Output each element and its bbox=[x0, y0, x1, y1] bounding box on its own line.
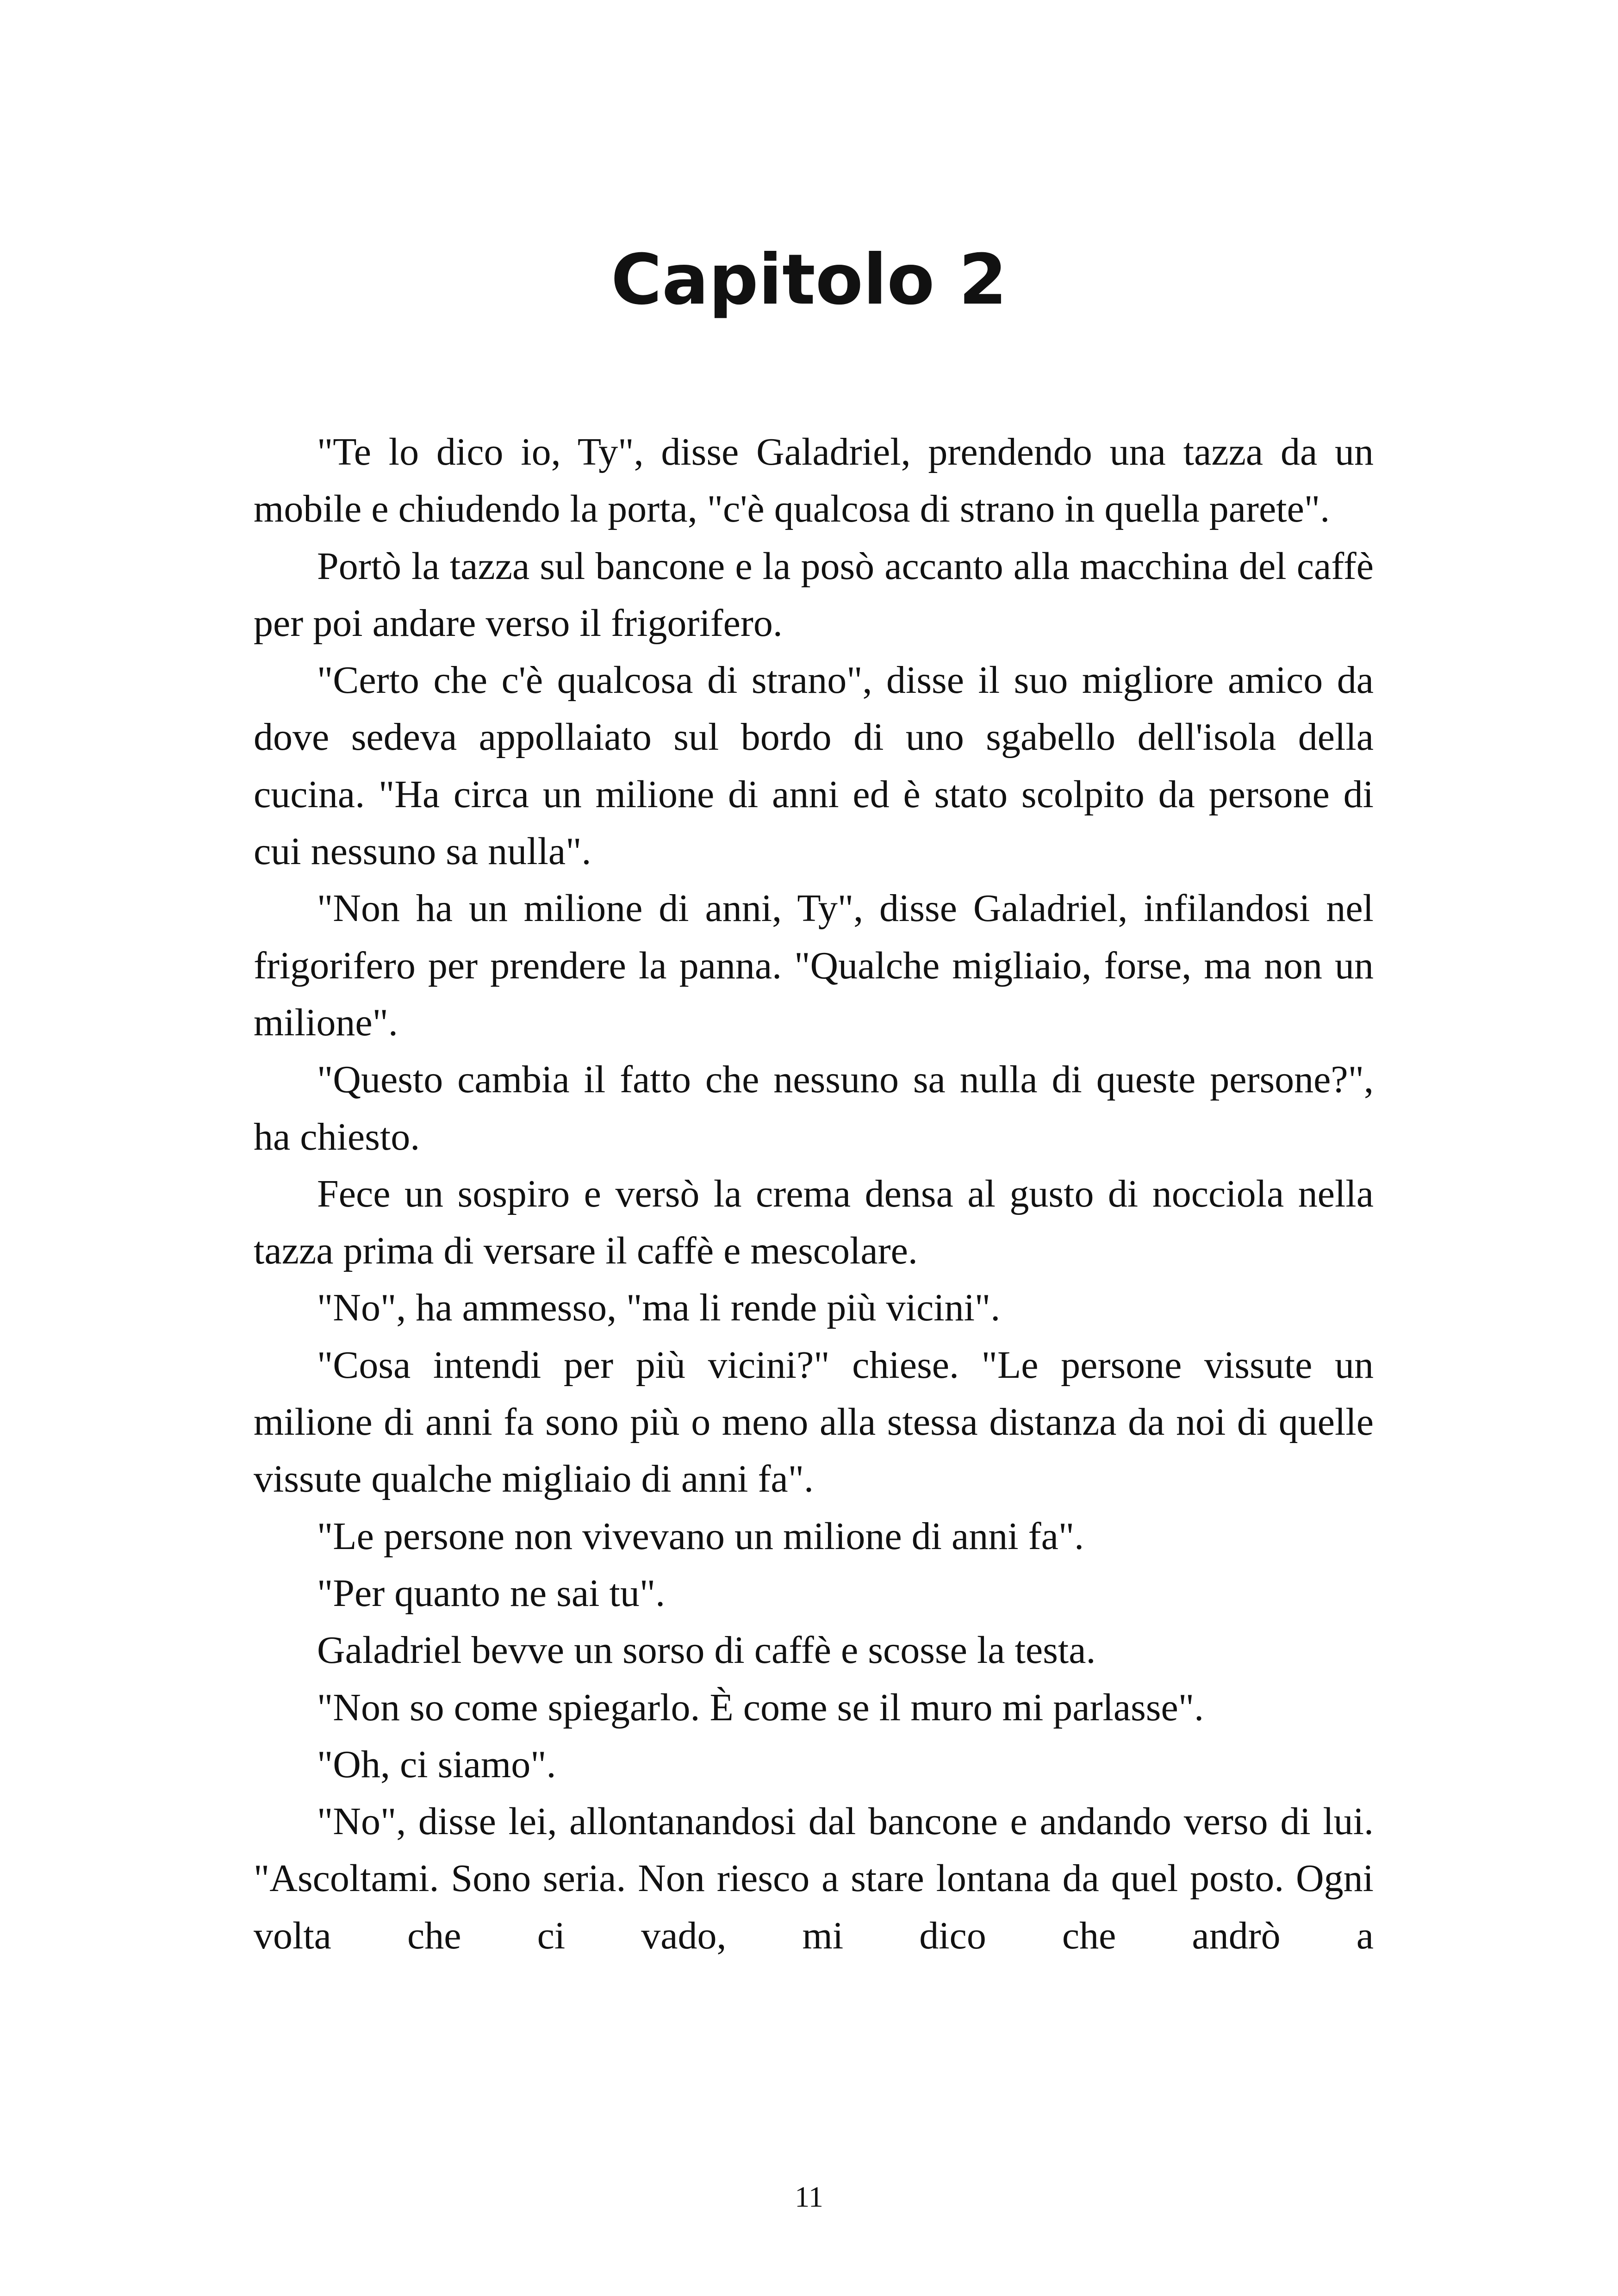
paragraph: "No", ha ammesso, "ma li rende più vicini". bbox=[317, 1286, 1001, 1330]
paragraph: "Cosa intendi per più vicini?" chiese. "Le persone vissute un milione di anni fa sono più o meno alla stessa distanza da noi di quelle vissute qualche migliaio di anni fa". bbox=[254, 1343, 1374, 1501]
paragraph: Fece un sospiro e versò la crema densa al gusto di nocciola nella tazza prima di versare il caffè e mescolare. bbox=[254, 1172, 1374, 1273]
body-text bbox=[254, 423, 1374, 1964]
chapter-title: Capitolo 2 bbox=[611, 240, 1007, 320]
paragraph: "Certo che c'è qualcosa di strano", disse il suo migliore amico da dove sedeva appollaiato sul bordo di uno sgabello dell'isola della cucina. "Ha circa un milione di anni ed è stato scolpito da persone di cui nessuno sa nulla". bbox=[254, 659, 1374, 873]
paragraph: "Le persone non vivevano un milione di anni fa". bbox=[317, 1514, 1084, 1558]
paragraph: "Questo cambia il fatto che nessuno sa nulla di queste persone?", ha chiesto. bbox=[254, 1058, 1374, 1158]
paragraph: "No", disse lei, allontanandosi dal bancone e andando verso di lui. "Ascoltami. Sono seria. Non riesco a stare lontana da quel posto. Ogni volta che ci vado, mi dico che andrò a bbox=[254, 1800, 1374, 1957]
paragraph: "Oh, ci siamo". bbox=[317, 1742, 556, 1786]
paragraph: "Per quanto ne sai tu". bbox=[317, 1571, 666, 1615]
paragraph: "Non so come spiegarlo. È come se il muro mi parlasse". bbox=[317, 1686, 1204, 1729]
paragraph: Galadriel bevve un sorso di caffè e scosse la testa. bbox=[317, 1629, 1096, 1672]
paragraph: Portò la tazza sul bancone e la posò accanto alla macchina del caffè per poi andare verso il frigorifero. bbox=[254, 544, 1374, 645]
paragraph: "Te lo dico io, Ty", disse Galadriel, prendendo una tazza da un mobile e chiudendo la porta, "c'è qualcosa di strano in quella parete". bbox=[254, 430, 1374, 531]
page-number: 11 bbox=[795, 2180, 823, 2213]
paragraph: "Non ha un milione di anni, Ty", disse Galadriel, infilandosi nel frigorifero per prendere la panna. "Qualche migliaio, forse, ma non un milione". bbox=[254, 887, 1374, 1044]
